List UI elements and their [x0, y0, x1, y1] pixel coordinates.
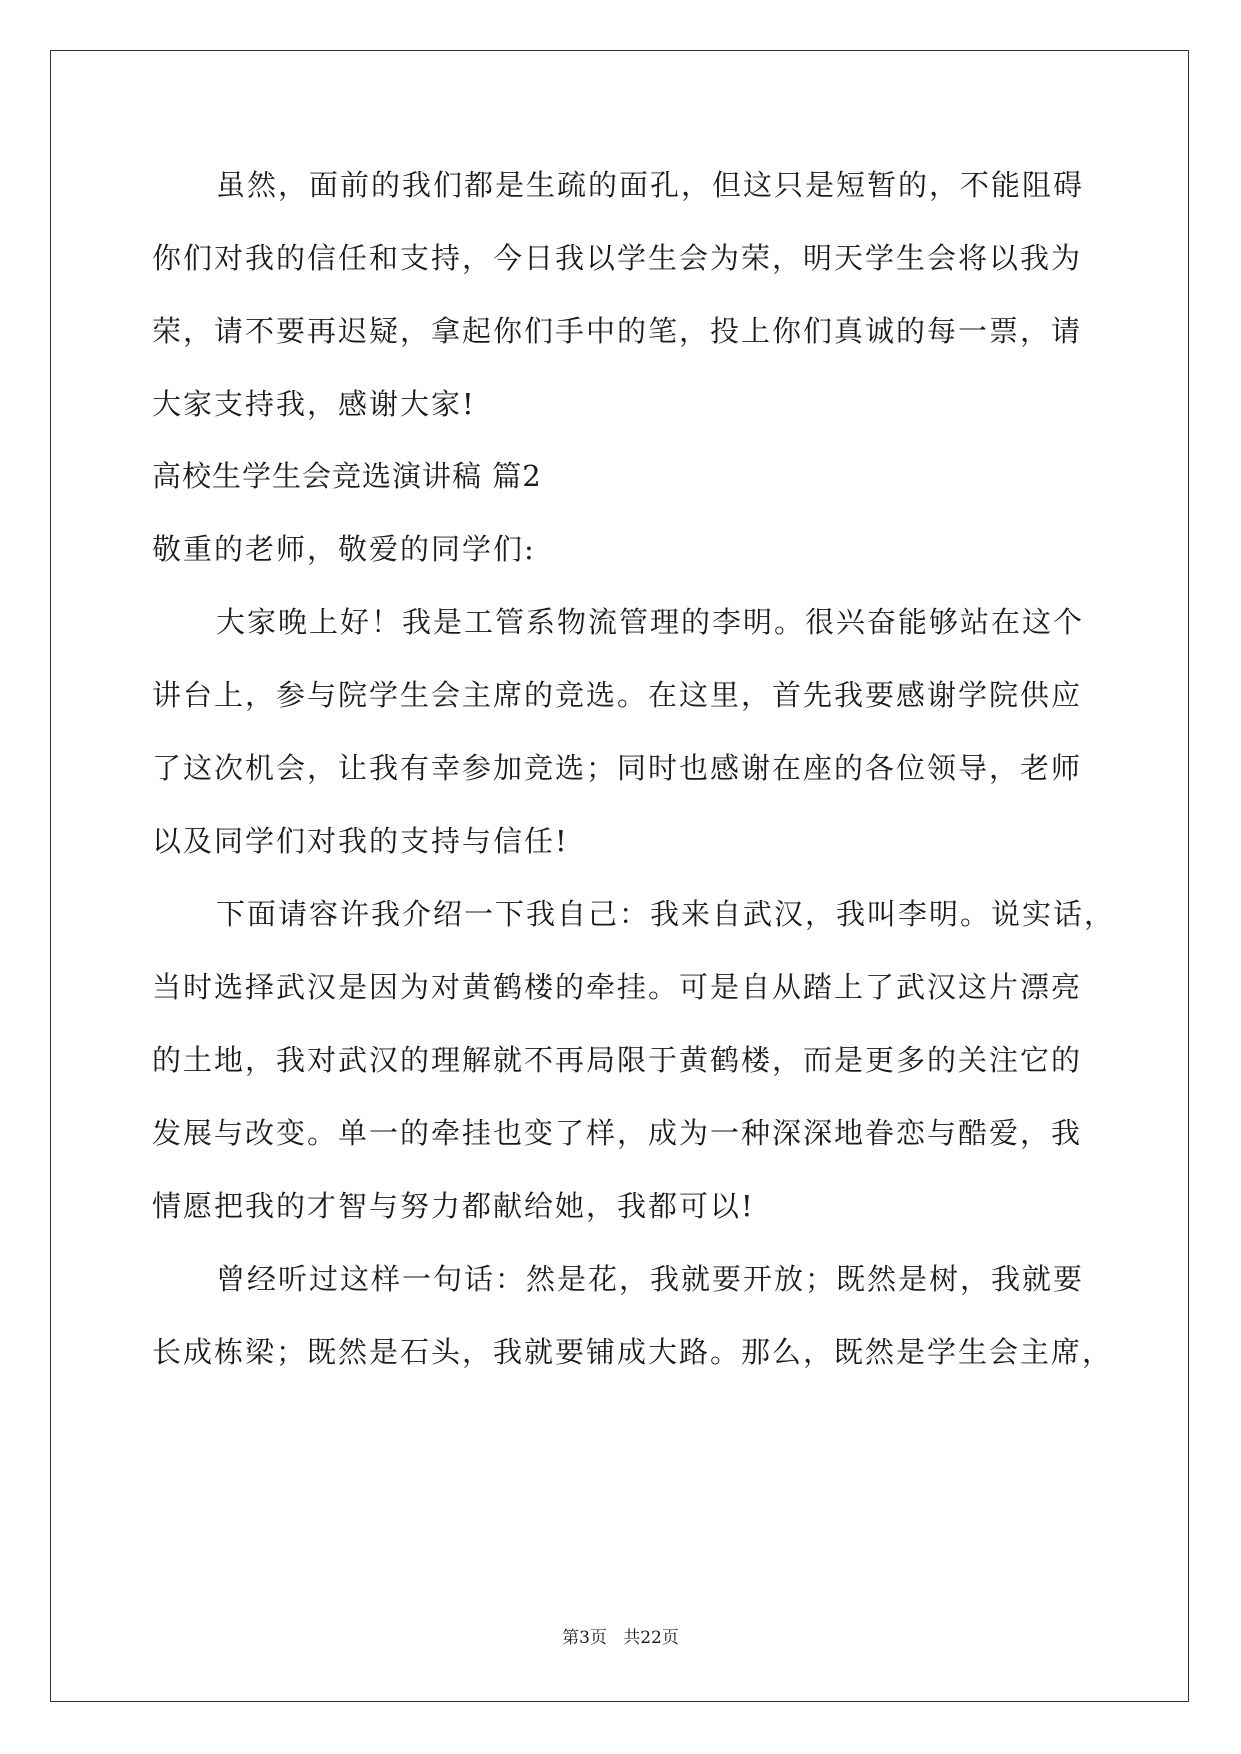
page-total: 共22页 — [623, 1628, 679, 1648]
paragraph-line: 以及同学们对我的支持与信任! — [152, 824, 569, 858]
paragraph-line: 了这次机会，让我有幸参加竞选；同时也感谢在座的各位领导，老师 — [152, 751, 1083, 785]
paragraph-line: 讲台上，参与院学生会主席的竞选。在这里，首先我要感谢学院供应 — [152, 678, 1083, 712]
page-number: 第3页 — [562, 1628, 607, 1648]
paragraph-line: 大家晚上好！我是工管系物流管理的李明。很兴奋能够站在这个 — [216, 605, 1085, 639]
salutation: 敬重的老师，敬爱的同学们: — [152, 532, 536, 566]
page-frame — [50, 50, 1189, 1702]
paragraph-line: 下面请容许我介绍一下我自己：我来自武汉，我叫李明。说实话， — [216, 897, 1116, 931]
section-heading: 高校生学生会竞选演讲稿 篇2 — [152, 459, 542, 493]
page-footer — [0, 1626, 1241, 1650]
paragraph-line: 情愿把我的才智与努力都献给她，我都可以! — [152, 1189, 755, 1223]
paragraph-line: 当时选择武汉是因为对黄鹤楼的牵挂。可是自从踏上了武汉这片漂亮 — [152, 970, 1083, 1004]
paragraph-line: 曾经听过这样一句话：然是花，我就要开放；既然是树，我就要 — [216, 1262, 1085, 1296]
paragraph-line: 长成栋梁；既然是石头，我就要铺成大路。那么，既然是学生会主席， — [152, 1335, 1114, 1369]
paragraph-line: 你们对我的信任和支持，今日我以学生会为荣，明天学生会将以我为 — [152, 241, 1083, 275]
paragraph-line: 荣，请不要再迟疑，拿起你们手中的笔，投上你们真诚的每一票，请 — [152, 314, 1083, 348]
paragraph-line: 大家支持我，感谢大家! — [152, 387, 476, 421]
paragraph-line: 虽然，面前的我们都是生疏的面孔，但这只是短暂的，不能阻碍 — [216, 168, 1085, 202]
paragraph-line: 的土地，我对武汉的理解就不再局限于黄鹤楼，而是更多的关注它的 — [152, 1043, 1083, 1077]
paragraph-line: 发展与改变。单一的牵挂也变了样，成为一种深深地眷恋与酷爱，我 — [152, 1116, 1083, 1150]
